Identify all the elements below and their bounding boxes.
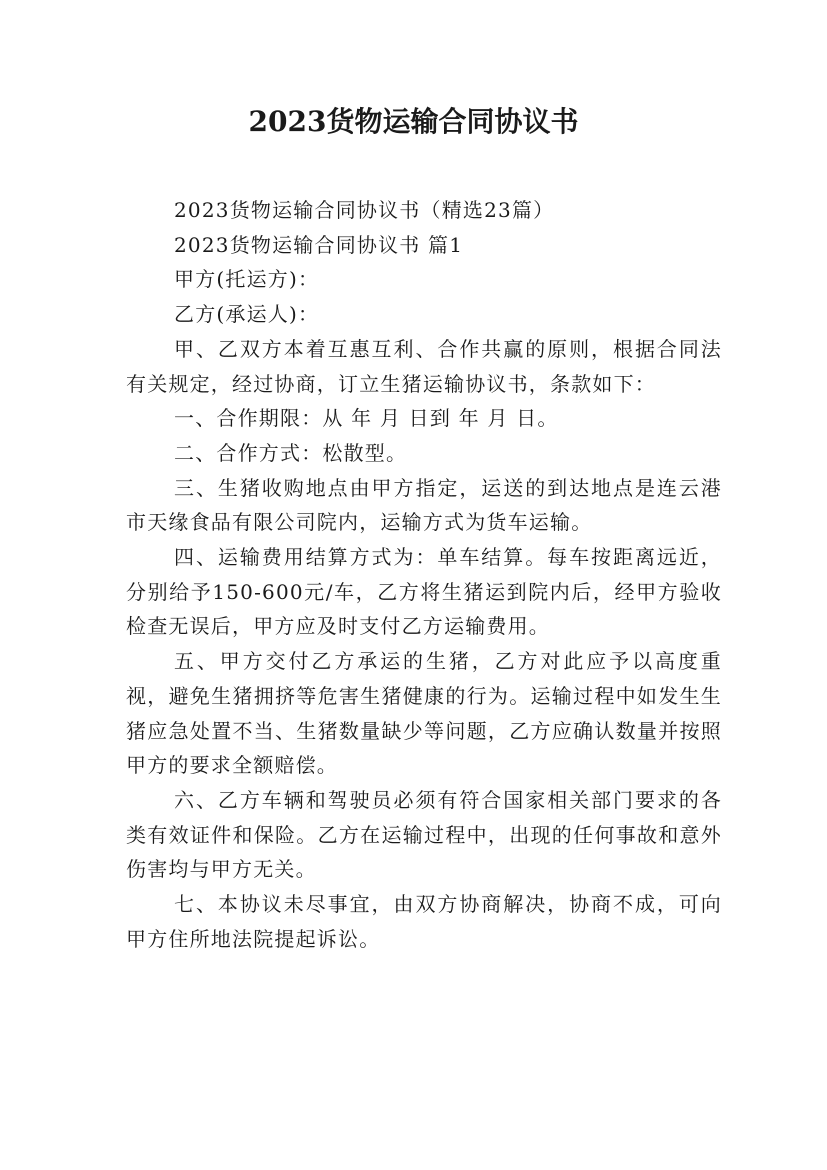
paragraph-clause-7: 七、本协议未尽事宜，由双方协商解决，协商不成，可向甲方住所地法院提起诉讼。 (126, 892, 722, 951)
paragraph-party-b: 乙方(承运人)： (174, 302, 320, 327)
paragraph-clause-3: 三、生猪收购地点由甲方指定，运送的到达地点是连云港市天缘食品有限公司院内，运输方式为货车运输。 (126, 475, 722, 535)
paragraph-clause-4: 四、运输费用结算方式为：单车结算。每车按距离远近，分别给予150-600元/车，乙方将生猪运到院内后，经甲方验收检查无误后，甲方应及时支付乙方运输费用。 (126, 545, 722, 639)
paragraph-clause-5: 五、甲方交付乙方承运的生猪，乙方对此应予以高度重视，避免生猪拥挤等危害生猪健康的行为。运输过程中如发生生猪应急处置不当、生猪数量缺少等问题，乙方应确认数量并按照甲方的要求全额赔偿。 (126, 649, 722, 778)
paragraph-preamble: 甲、乙双方本着互惠互利、合作共赢的原则，根据合同法有关规定，经过协商，订立生猪运输协议书，条款如下： (126, 336, 722, 396)
paragraph-clause-2: 二、合作方式：松散型。 (174, 440, 408, 465)
paragraph-subtitle: 2023货物运输合同协议书（精选23篇） (174, 198, 555, 222)
paragraph-party-a: 甲方(托运方)： (174, 267, 320, 292)
paragraph-section-heading: 2023货物运输合同协议书 篇1 (174, 232, 464, 257)
paragraph-clause-6: 六、乙方车辆和驾驶员必须有符合国家相关部门要求的各类有效证件和保险。乙方在运输过程中，出现的任何事故和意外伤害均与甲方无关。 (126, 787, 722, 882)
document-title: 2023货物运输合同协议书 (248, 105, 579, 138)
paragraph-clause-1: 一、合作期限：从 年 月 日到 年 月 日。 (174, 406, 559, 431)
document-body (126, 193, 722, 956)
